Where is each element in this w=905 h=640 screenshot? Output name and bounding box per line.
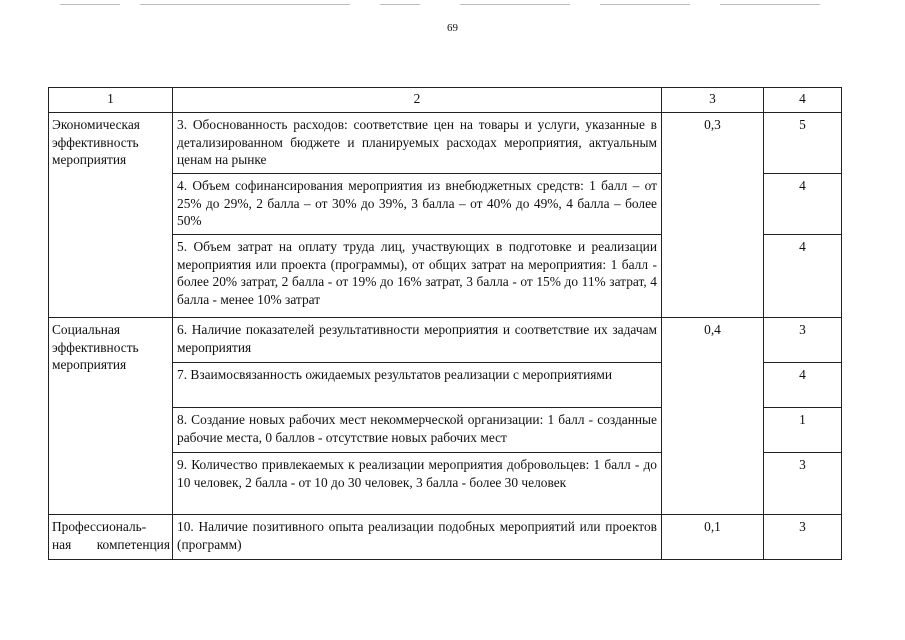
scan-artifact-line — [60, 4, 120, 5]
score-4: 4 — [764, 174, 842, 235]
header-row — [49, 88, 842, 113]
criterion-6: 6. Наличие показателей результативности мероприятия и соответствие их задачам мероприятия — [173, 318, 662, 363]
category-professional-line1: Профессиональ- — [52, 519, 147, 534]
category-social: Социальная эффективность мероприятия — [49, 318, 173, 515]
score-5: 4 — [764, 235, 842, 318]
scan-artifact-line — [380, 4, 420, 5]
score-7: 4 — [764, 363, 842, 408]
criterion-4: 4. Объем софинансирования мероприятия из внебюджетных средств: 1 балл – от 25% до 29%, 2 балла – от 30% до 39%, 3 балла – от 40% до 49%, 4 балла – более 50% — [173, 174, 662, 235]
table-row — [49, 318, 842, 363]
criterion-5: 5. Объем затрат на оплату труда лиц, участвующих в подготовке и реализации мероприятия или проекта (программы), от общих затрат на мероприятия: 1 балл - более 20% затрат, 2 балла - от 19% до 16% затрат, 3 балла - от 15% до 11% затрат, 4 балла - менее 10% затрат — [173, 235, 662, 318]
score-8: 1 — [764, 408, 842, 453]
scan-artifact-line — [140, 4, 350, 5]
scan-artifact-line — [720, 4, 820, 5]
table-row — [49, 113, 842, 174]
scan-artifact-line — [460, 4, 570, 5]
header-col-3: 3 — [662, 88, 764, 113]
header-col-4: 4 — [764, 88, 842, 113]
score-6: 3 — [764, 318, 842, 363]
criterion-7: 7. Взаимосвязанность ожидаемых результатов реализации с мероприятиями — [173, 363, 662, 408]
score-10: 3 — [764, 515, 842, 560]
weight-professional: 0,1 — [662, 515, 764, 560]
category-professional-line2: ная компетенция — [52, 536, 170, 552]
criterion-9: 9. Количество привлекаемых к реализации мероприятия добровольцев: 1 балл - до 10 человек, 2 балла - от 10 до 30 человек, 3 балла - более 30 человек — [173, 453, 662, 515]
score-9: 3 — [764, 453, 842, 515]
evaluation-criteria-table — [48, 87, 842, 560]
header-col-1: 1 — [49, 88, 173, 113]
score-3: 5 — [764, 113, 842, 174]
category-professional — [49, 515, 173, 560]
weight-social: 0,4 — [662, 318, 764, 515]
weight-economic: 0,3 — [662, 113, 764, 318]
header-col-2: 2 — [173, 88, 662, 113]
criterion-3: 3. Обоснованность расходов: соответствие цен на товары и услуги, указанные в детализированном бюджете и планируемых расходах мероприятия, актуальным ценам на рынке — [173, 113, 662, 174]
criterion-10: 10. Наличие позитивного опыта реализации подобных мероприятий или проектов (программ) — [173, 515, 662, 560]
page-number: 69 — [447, 22, 458, 34]
criterion-8: 8. Создание новых рабочих мест некоммерческой организации: 1 балл - созданные рабочие места, 0 баллов - отсутствие новых рабочих мест — [173, 408, 662, 453]
scan-artifact-line — [600, 4, 690, 5]
category-economic: Экономическая эффективность мероприятия — [49, 113, 173, 318]
table-row — [49, 515, 842, 560]
